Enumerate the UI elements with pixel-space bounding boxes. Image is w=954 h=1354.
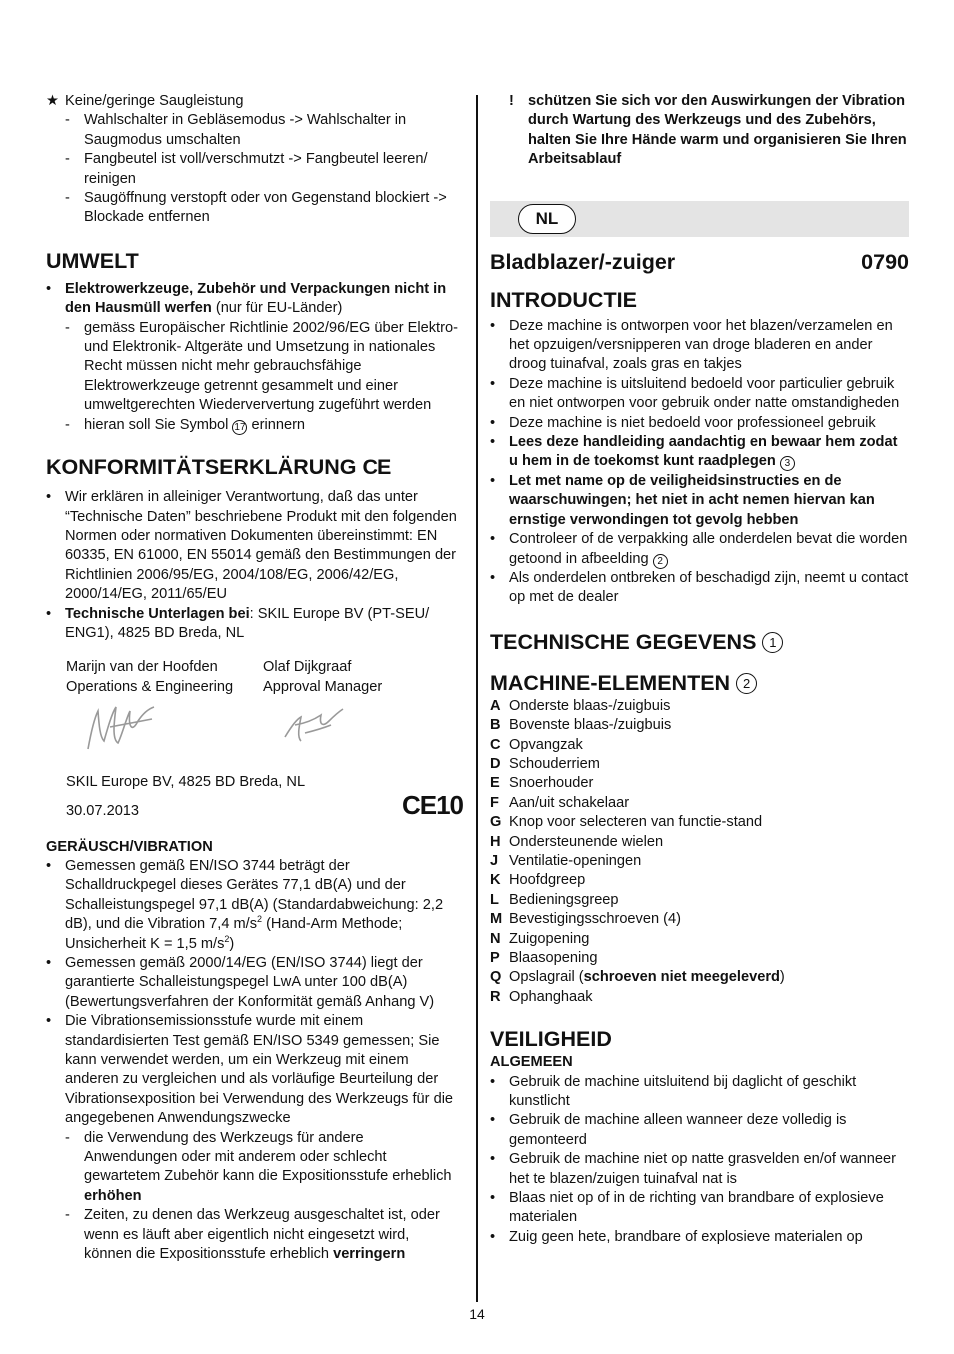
figure-ref-icon: 1 xyxy=(762,632,783,653)
part-item: Q Opslagrail (schroeven niet meegeleverd) xyxy=(490,969,785,986)
date-line xyxy=(46,789,463,821)
part-item: E Snoerhouder xyxy=(490,775,594,792)
part-item: P Blaasopening xyxy=(490,950,598,966)
list-item: • Die Vibrationsemissionsstufe wurde mit einem standardisierten Test gemäß EN/ISO 5349 gemessen; Sie kann verwendet werden, um ein Werkzeug mit einem anderen zu vergleichen und als vorläufige Beurteilung der Vibrationsexposition bei Verwendung des Werkzeugs für die angegebenen Anwendungszwecke xyxy=(46,1013,454,1127)
figure-ref-icon: 2 xyxy=(736,673,757,694)
language-band xyxy=(490,201,909,237)
language-badge: NL xyxy=(518,204,576,234)
date: 30.07.2013 xyxy=(66,802,140,819)
section-heading-konformitaet: KONFORMITÄTSERKLÄRUNG CE xyxy=(46,455,391,480)
right-column xyxy=(490,92,909,1247)
list-item: • Gebruik de machine uitsluitend bij daglicht of geschikt kunstlicht xyxy=(490,1073,857,1110)
list-item: • Deze machine is niet bedoeld voor professioneel gebruik xyxy=(490,414,876,431)
part-item: M Bevestigingsschroeven (4) xyxy=(490,911,681,928)
list-item: • Technische Unterlagen bei: SKIL Europe BV (PT-SEU/ ENG1), 4825 BD Breda, NL xyxy=(46,605,430,641)
exclamation-icon: ! xyxy=(509,93,514,109)
part-item: N Zuigopening xyxy=(490,930,590,947)
part-item: J Ventilatie-openingen xyxy=(490,852,642,869)
list-item: • Deze machine is uitsluitend bedoeld voor particulier gebruik en niet ontworpen voor gebruik onder natte omstandigheden xyxy=(490,375,900,412)
list-item: • Let met name op de veiligheidsinstructies en de waarschuwingen; het niet in acht nemen hiervan kan ernstige verwondingen tot gevolg hebben xyxy=(490,472,875,528)
list-item: • Gemessen gemäß EN/ISO 3744 beträgt der Schalldruckpegel dieses Gerätes 77,1 dB(A) und der Schalleistungspegel 97,1 dB(A) (Standardabweichung: 2,2 dB), und die Vibration 7,4 $m/s^2$ (Hand-Arm Methode; Unsicherheit K = 1,5 $m/s^2$) xyxy=(46,857,444,952)
part-item: H Ondersteunende wielen xyxy=(490,833,664,850)
signature-2-icon xyxy=(271,697,351,757)
list-item: - die Verwendung des Werkzeugs für andere Anwendungen oder mit anderem oder schlecht gewartetem Zubehör kann die Expositionsstufe erheblich erhöhen xyxy=(65,1129,452,1204)
list-item: • Elektrowerkzeuge, Zubehör und Verpackungen nicht in den Hausmüll werfen (nur für EU-Länder) xyxy=(46,280,447,317)
part-item: C Opvangzak xyxy=(490,736,583,753)
product-title-row xyxy=(490,249,909,275)
list-item: • Blaas niet op of in de richting van brandbare of explosieve materialen xyxy=(490,1190,884,1226)
part-item: D Schouderriem xyxy=(490,755,600,772)
page-number: 14 xyxy=(469,1306,485,1322)
list-item: - gemäss Europäischer Richtlinie 2002/96/EG über Elektro- und Elektronik- Altgeräte und Umsetzung in nationales Recht müssen nicht mehr gebrauchsfähige Elektrowerkzeuge getrennt gesammelt und einer umweltgerechten Wiederververtung zugeführt werden xyxy=(65,319,458,414)
section-heading-veiligheid: VEILIGHEID xyxy=(490,1027,612,1052)
list-item: • Controleer of de verpakking alle onderdelen bevat die worden getoond in afbeelding 2 xyxy=(490,531,908,567)
list-item: • Gebruik de machine alleen wanneer deze volledig is gemonteerd xyxy=(490,1112,847,1148)
product-title: Bladblazer/-zuiger xyxy=(490,249,676,274)
signatures xyxy=(46,697,460,763)
part-item: K Hoofdgreep xyxy=(490,872,586,889)
list-item: • Gemessen gemäß 2000/14/EG (EN/ISO 3744) liegt der garantierte Schalleistungspegel LwA unter 100 dB(A) (Bewertungsverfahren der Konformität gemäß Anhang V) xyxy=(46,955,435,1010)
list-item: - Fangbeutel ist voll/verschmutzt -> Fangbeutel leeren/ reinigen xyxy=(65,151,428,187)
figure-ref-icon: 3 xyxy=(780,456,795,471)
figure-ref-icon: 17 xyxy=(234,421,246,433)
list-item: • Wir erklären in alleiniger Verantwortung, daß das unter “Technische Daten” beschriebene Produkt mit den folgenden Normen oder normativen Dokumenten übereinstimmt: EN 60335, EN 61000, EN 55014 gemäß den Bestimmungen der Richtlinien 2006/95/EG, 2004/108/EG, 2006/42/EG, 2000/14/EG, 2011/65/EU xyxy=(46,489,457,603)
list-item: - Saugöffnung verstopft oder von Gegenstand blockiert -> Blockade entfernen xyxy=(65,190,447,226)
list-item: - hieran soll Sie Symbol 17 erinnern xyxy=(65,416,306,433)
section-heading-vibration: GERÄUSCH/VIBRATION xyxy=(46,838,213,855)
signer-name: Marijn van der Hoofden xyxy=(66,659,218,676)
company-address: SKIL Europe BV, 4825 BD Breda, NL xyxy=(66,774,306,791)
part-item: F Aan/uit schakelaar xyxy=(490,794,630,811)
section-heading-umwelt: UMWELT xyxy=(46,248,139,273)
troubleshoot-title: ★ Keine/geringe Saugleistung xyxy=(46,92,460,111)
subsection-heading-algemeen: ALGEMEEN xyxy=(490,1054,573,1071)
star-icon: ★ xyxy=(46,93,60,109)
list-item: - Wahlschalter in Gebläsemodus -> Wahlschalter in Saugmodus umschalten xyxy=(65,112,407,148)
signature-1-icon xyxy=(82,697,162,757)
part-item: A Onderste blaas-/zuigbuis xyxy=(490,697,671,714)
section-heading-introductie: INTRODUCTIE xyxy=(490,287,637,312)
part-item: R Ophanghaak xyxy=(490,988,593,1005)
part-item: B Bovenste blaas-/zuigbuis xyxy=(490,717,672,734)
list-item: • Als onderdelen ontbreken of beschadigd zijn, neemt u contact op met de dealer xyxy=(490,569,909,606)
ce-mark-icon: CE xyxy=(362,455,391,480)
part-item: G Knop voor selecteren van functie-stand xyxy=(490,814,763,831)
section-heading-machine-elementen: MACHINE-ELEMENTEN 2 xyxy=(490,670,909,696)
list-item: • Deze machine is ontworpen voor het blazen/verzamelen en het opzuigen/versnipperen van droge bladeren en ander droog tuinafval, zoals gras en takjes xyxy=(490,317,893,373)
product-code: 0790 xyxy=(861,249,909,274)
left-column xyxy=(46,92,463,1265)
signer-name: Olaf Dijkgraaf xyxy=(263,659,352,676)
figure-ref-icon: 2 xyxy=(653,554,668,569)
section-heading-technische-gegevens: TECHNISCHE GEGEVENS 1 xyxy=(490,629,909,655)
part-item: L Bedieningsgreep xyxy=(490,891,619,908)
ce-year-mark-icon: CE10 xyxy=(401,789,463,820)
signer-role: Operations & Engineering xyxy=(66,678,234,695)
column-divider xyxy=(476,95,478,1302)
signer-role: Approval Manager xyxy=(263,678,383,695)
list-item: - Zeiten, zu denen das Werkzeug ausgeschaltet ist, oder wenn es läuft aber eigentlich nicht eingesetzt wird, können die Expositionsstufe erheblich verringern xyxy=(65,1207,440,1263)
list-item: • Zuig geen hete, brandbare of explosieve materialen op xyxy=(490,1228,863,1245)
warning-item: ! schützen Sie sich vor den Auswirkungen der Vibration durch Wartung des Werkzeugs und des Zubehörs, halten Sie Ihre Hände warm und organisieren Sie Ihren Arbeitsablauf xyxy=(509,93,907,168)
list-item: • Lees deze handleiding aandachtig en bewaar hem zodat u hem in de toekomst kunt raadplegen 3 xyxy=(490,434,898,470)
signatories xyxy=(46,658,460,697)
list-item: • Gebruik de machine niet op natte grasvelden en/of wanneer het te blazen/zuigen tuinafval nat is xyxy=(490,1151,896,1187)
parts-list xyxy=(490,697,909,1008)
